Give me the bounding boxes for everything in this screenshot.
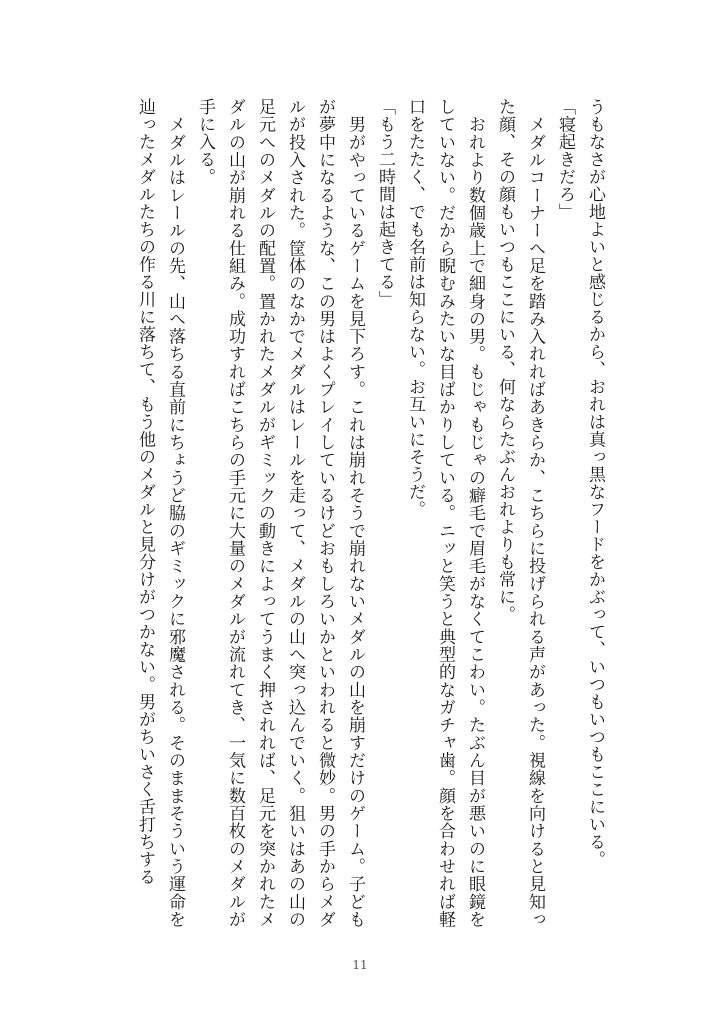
paragraph: 男がやっているゲームを見下ろす。これは崩れそうで崩れないメダルの山を崩すだけのゲーム。子どもが夢中になるような、この男はよくプレイしているけどおもしろいかといわれると微妙。男の手からメダルが投入された。筐体のなかでメダルはレールを走って、メダルの山へ突っ込んでいく。狙いはあの山の足元へのメダルの配置。置かれたメダルがギミックの動きによってうまく押されれば、足元を突かれたメダルの山が崩れる仕組み。成功すればこちらの手元に大量のメダルが流れてき、一気に数百枚のメダルが手に入る。	[195, 98, 365, 928]
paragraph: メダルコーナーへ足を踏み入れればあきらか、こちらに投げられる声があった。視線を向けると見知った顔、その顔もいつもここにいる、何ならたぶんおれよりも常に。	[495, 98, 545, 928]
vertical-text-body	[110, 98, 610, 928]
paragraph: うもなさが心地よいと感じるから、おれは真っ黒なフードをかぶって、いつもいつもここにいる。	[585, 98, 605, 868]
paragraph: おれより数個歳上で細身の男。もじゃもじゃの癖毛で眉毛がなくてこわい。たぶん目が悪いのに眼鏡をしていない。だから睨むみたいな目ばかりしている。ニッと笑うと典型的なガチャ歯。顔を合わせれば軽口をたたく、でも名前は知らない。お互いにそうだ。	[405, 98, 485, 928]
paragraph: メダルはレールの先、山へ落ちる直前にちょうど脇のギミックに邪魔される。そのままそういう運命を辿ったメダルたちの作る川に落ちて、もう他のメダルと見分けがつかない。男がちいさく舌打ちする	[135, 98, 185, 928]
page-number: 11	[352, 958, 368, 972]
paragraph: 「寝起きだろ」	[555, 98, 575, 221]
paragraph: 「もう二時間は起きてる」	[375, 98, 395, 308]
